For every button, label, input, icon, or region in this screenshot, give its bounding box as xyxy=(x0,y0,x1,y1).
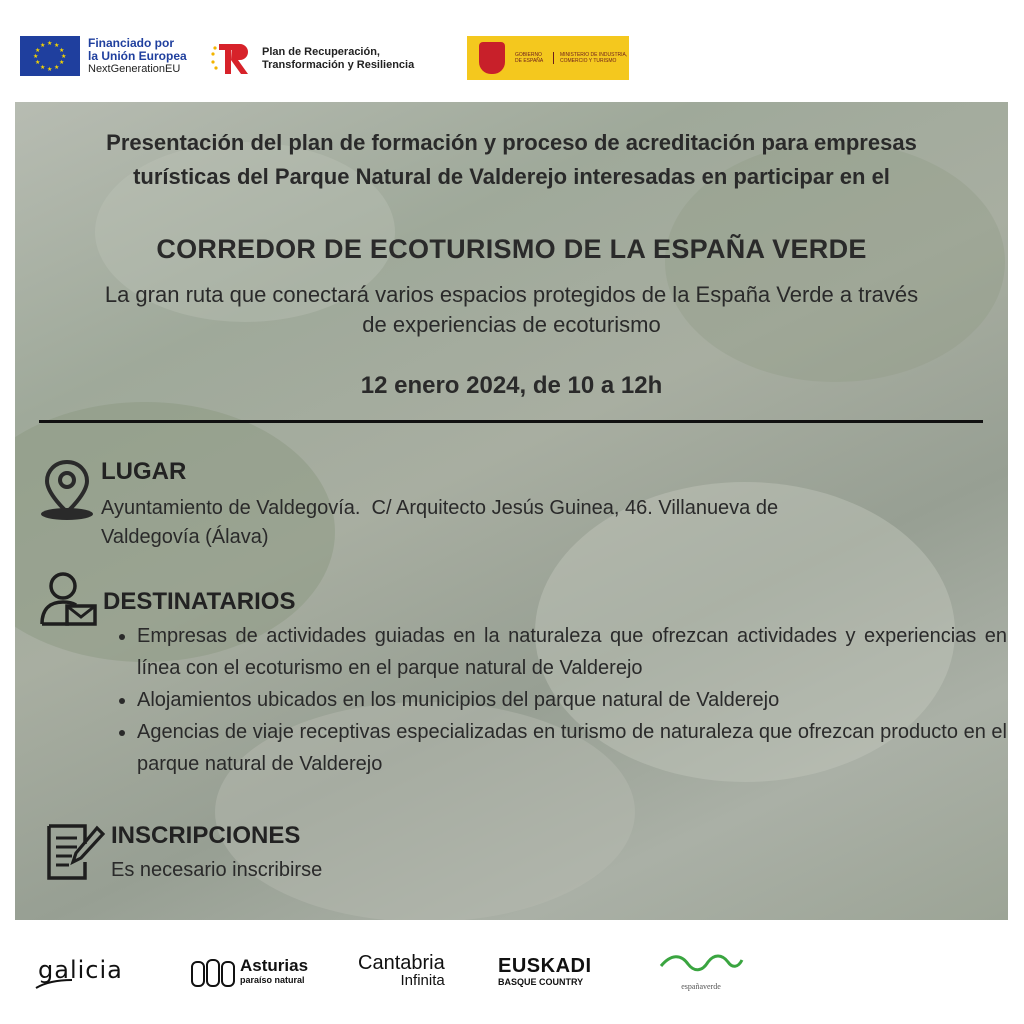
espanaverde-logo xyxy=(656,952,746,991)
inscripciones-title: INSCRIPCIONES xyxy=(111,822,301,849)
coat-of-arms-icon xyxy=(479,42,505,74)
eu-line-3: NextGenerationEU xyxy=(88,62,181,75)
plan-line-1: Plan de Recuperación, xyxy=(262,46,380,58)
asturias-tagline: paraíso natural xyxy=(240,975,305,985)
main-panel xyxy=(15,102,1008,920)
plan-recuperacion-text xyxy=(262,46,414,72)
tr-logo-icon xyxy=(210,40,252,78)
event-date: 12 enero 2024, de 10 a 12h xyxy=(360,372,663,399)
list-item: • Empresas de actividades guiadas en la naturaleza que ofrezcan actividades y experiencias en línea con el ecoturismo en el parque natural de Valderejo xyxy=(137,620,1007,684)
lugar-address xyxy=(101,494,981,552)
cantabria-logo xyxy=(358,954,445,990)
destinatarios-title: DESTINATARIOS xyxy=(103,588,296,615)
eu-logo xyxy=(20,36,187,76)
corridor-subtitle xyxy=(27,280,996,340)
panel-content xyxy=(15,102,1008,920)
cantabria-name: Cantabria xyxy=(358,952,445,974)
destinatarios-list xyxy=(113,620,1007,780)
lugar-line-2: Valdegovía (Álava) xyxy=(101,526,269,548)
euskadi-logo xyxy=(498,955,592,990)
eu-logo-text xyxy=(88,37,187,76)
galicia-text: galicia xyxy=(38,956,123,984)
euskadi-name: EUSKADI xyxy=(498,955,592,977)
asturias-text xyxy=(240,956,309,987)
gobierno-text: GOBIERNO DE ESPAÑA xyxy=(515,52,554,64)
asturias-bottles-icon xyxy=(190,958,236,988)
intro-line-2: turísticas del Parque Natural de Valderejo interesadas en participar en el xyxy=(133,164,890,189)
subtitle-line-1: La gran ruta que conectará varios espacios protegidos de la España Verde a través xyxy=(104,282,919,307)
plan-recuperacion-logo xyxy=(210,40,414,78)
euskadi-tagline: BASQUE COUNTRY xyxy=(498,977,584,987)
galicia-swoosh-icon xyxy=(34,978,74,990)
galicia-logo xyxy=(38,956,123,984)
asturias-name: Asturias xyxy=(240,956,309,975)
section-divider xyxy=(39,420,983,423)
eu-line-1: Financiado por xyxy=(88,35,175,50)
espanaverde-wave-icon xyxy=(658,952,744,974)
espanaverde-text: españaverde xyxy=(681,982,721,991)
cantabria-tagline: Infinita xyxy=(400,972,445,989)
header-logos xyxy=(0,0,1024,100)
asturias-logo xyxy=(190,958,308,988)
lugar-line-1: Ayuntamiento de Valdegovía. C/ Arquitecto Jesús Guinea, 46. Villanueva de xyxy=(101,497,779,519)
form-pen-icon xyxy=(45,822,105,882)
location-pin-icon xyxy=(39,458,95,522)
footer-logos xyxy=(0,930,1024,1024)
corridor-title: CORREDOR DE ECOTURISMO DE LA ESPAÑA VERDE xyxy=(156,234,867,264)
plan-line-2: Transformación y Resiliencia xyxy=(262,59,415,71)
intro-line-1: Presentación del plan de formación y proceso de acreditación para empresas xyxy=(106,130,917,155)
lugar-title: LUGAR xyxy=(101,458,187,485)
user-mail-icon xyxy=(39,570,99,628)
list-item: • Alojamientos ubicados en los municipios del parque natural de Valderejo xyxy=(137,684,1007,716)
gobierno-espana-logo xyxy=(467,36,629,80)
ministry-text: MINISTERIO DE INDUSTRIA, COMERCIO Y TURISMO xyxy=(560,52,628,64)
intro-text xyxy=(25,126,998,194)
eu-line-2: la Unión Europea xyxy=(88,48,187,63)
list-item: • Agencias de viaje receptivas especializadas en turismo de naturaleza que ofrezcan producto en el parque natural de Valderejo xyxy=(137,716,1007,780)
eu-flag-icon: ★ ★ ★ ★ ★ ★ ★ ★ ★ ★ ★ ★ xyxy=(20,36,80,76)
inscripciones-text: Es necesario inscribirse xyxy=(111,859,323,881)
subtitle-line-2: de experiencias de ecoturismo xyxy=(362,312,661,337)
